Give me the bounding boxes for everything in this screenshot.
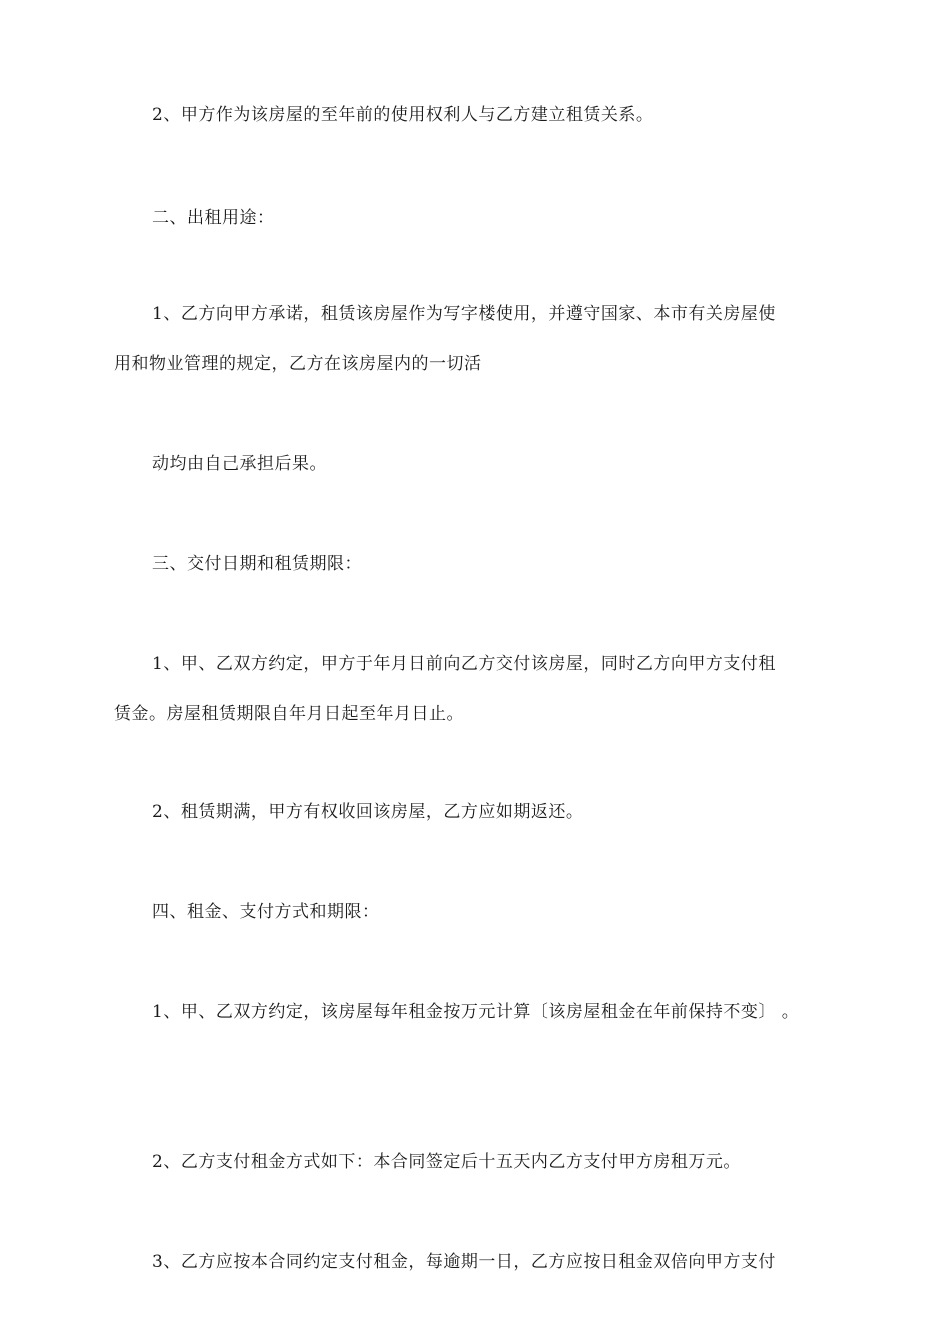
- paragraph-line: 动均由自己承担后果。: [152, 454, 327, 474]
- paragraph-line: 2、甲方作为该房屋的至年前的使用权利人与乙方建立租赁关系。: [152, 105, 654, 125]
- paragraph-line: 1、乙方向甲方承诺，租赁该房屋作为写字楼使用，并遵守国家、本市有关房屋使: [152, 304, 776, 324]
- section-heading: 三、交付日期和租赁期限：: [152, 554, 362, 574]
- paragraph-line: 3、乙方应按本合同约定支付租金，每逾期一日，乙方应按日租金双倍向甲方支付: [152, 1252, 776, 1272]
- paragraph-line: 2、租赁期满，甲方有权收回该房屋，乙方应如期返还。: [152, 802, 584, 822]
- paragraph-line: 2、乙方支付租金方式如下：本合同签定后十五天内乙方支付甲方房租万元。: [152, 1152, 741, 1172]
- paragraph-line: 1、甲、乙双方约定，甲方于年月日前向乙方交付该房屋，同时乙方向甲方支付租: [152, 654, 776, 674]
- paragraph-line: 1、甲、乙双方约定，该房屋每年租金按万元计算〔该房屋租金在年前保持不变〕 。: [152, 1002, 800, 1022]
- section-heading: 二、出租用途：: [152, 208, 275, 228]
- section-heading: 四、租金、支付方式和期限：: [152, 902, 380, 922]
- paragraph-line: 赁金。房屋租赁期限自年月日起至年月日止。: [114, 704, 464, 724]
- paragraph-line: 用和物业管理的规定，乙方在该房屋内的一切活: [114, 354, 482, 374]
